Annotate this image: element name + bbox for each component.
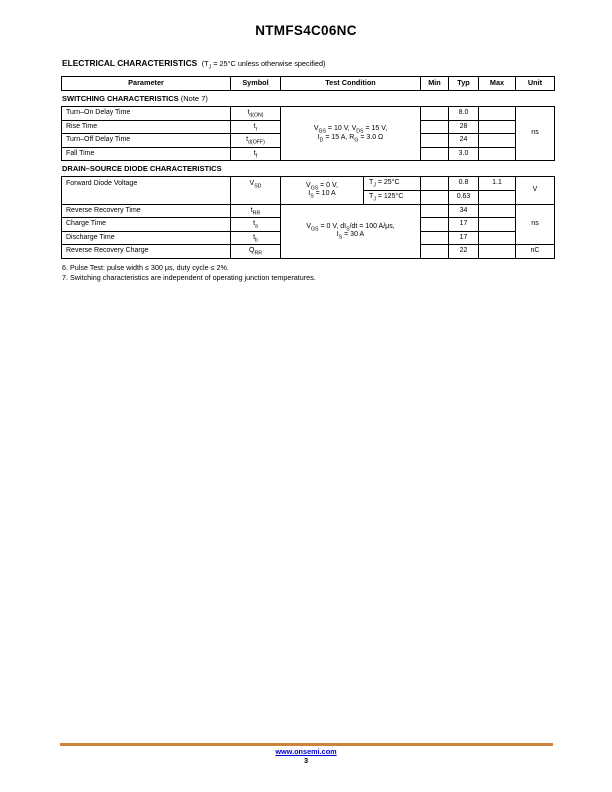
param-cell: Charge Time bbox=[62, 218, 231, 232]
col-header-unit: Unit bbox=[516, 77, 555, 91]
min-cell bbox=[421, 231, 449, 245]
characteristics-header-table bbox=[61, 76, 555, 91]
min-cell bbox=[421, 134, 449, 148]
min-cell bbox=[421, 107, 449, 121]
unit-cell: ns bbox=[516, 204, 555, 245]
min-cell bbox=[421, 245, 449, 259]
param-cell: Discharge Time bbox=[62, 231, 231, 245]
max-cell bbox=[479, 231, 516, 245]
page-content bbox=[61, 53, 554, 282]
col-header-test-condition: Test Condition bbox=[281, 77, 421, 91]
min-cell bbox=[421, 218, 449, 232]
typ-cell: 24 bbox=[449, 134, 479, 148]
typ-cell: 34 bbox=[449, 204, 479, 218]
typ-cell: 22 bbox=[449, 245, 479, 259]
diode-section-heading: DRAIN–SOURCE DIODE CHARACTERISTICS bbox=[62, 164, 222, 174]
header-row bbox=[62, 77, 555, 91]
table-row bbox=[62, 204, 555, 218]
footnote-6: 6. Pulse Test: pulse width ≤ 300 μs, duty cycle ≤ 2%. bbox=[62, 262, 229, 272]
table-row bbox=[62, 177, 555, 191]
condition-cell: $V_{GS} = 0$ V, $I_S = 10$ A bbox=[281, 177, 364, 204]
onsemi-link[interactable]: www.onsemi.com bbox=[275, 747, 337, 756]
min-cell bbox=[421, 120, 449, 134]
symbol-cell: $t_b$ bbox=[231, 231, 281, 245]
symbol-cell: $t_{d(OFF)}$ bbox=[231, 134, 281, 148]
switching-section-heading bbox=[62, 94, 554, 103]
min-cell bbox=[421, 177, 449, 191]
unit-cell: nC bbox=[516, 245, 555, 259]
max-cell bbox=[479, 147, 516, 161]
footer-rule bbox=[60, 743, 553, 746]
param-cell: Fall Time bbox=[62, 147, 231, 161]
heading-condition-text: ($T_J = 25^\circ C$ unless otherwise specified) bbox=[201, 59, 326, 71]
max-cell bbox=[479, 204, 516, 218]
param-cell: Turn–Off Delay Time bbox=[62, 134, 231, 148]
switching-heading-text: SWITCHING CHARACTERISTICS bbox=[62, 94, 179, 103]
typ-cell: 8.0 bbox=[449, 107, 479, 121]
typ-cell: 17 bbox=[449, 218, 479, 232]
condition-cell: $V_{GS} = 10$ V, $V_{DS} = 15$ V, $I_D = 15$ A, $R_G = 3.0$ Ω bbox=[281, 107, 421, 161]
min-cell bbox=[421, 204, 449, 218]
col-header-min: Min bbox=[421, 77, 449, 91]
tj-cell: $T_J = 25^\circ C$ bbox=[364, 177, 421, 191]
unit-cell: V bbox=[516, 177, 555, 204]
footer-link-container bbox=[0, 747, 612, 756]
param-cell: Reverse Recovery Time bbox=[62, 204, 231, 218]
max-cell bbox=[479, 218, 516, 232]
page-title: NTMFS4C06NC bbox=[255, 23, 357, 38]
max-cell bbox=[479, 134, 516, 148]
typ-cell: 0.8 bbox=[449, 177, 479, 191]
symbol-cell: $t_{RR}$ bbox=[231, 204, 281, 218]
typ-cell: 28 bbox=[449, 120, 479, 134]
symbol-cell: $t_r$ bbox=[231, 120, 281, 134]
electrical-characteristics-heading bbox=[62, 53, 554, 71]
min-cell bbox=[421, 147, 449, 161]
page-number: 3 bbox=[303, 756, 309, 765]
param-cell: Rise Time bbox=[62, 120, 231, 134]
unit-cell: ns bbox=[516, 107, 555, 161]
col-header-typ: Typ bbox=[449, 77, 479, 91]
min-cell bbox=[421, 190, 449, 204]
max-cell bbox=[479, 120, 516, 134]
symbol-cell: $t_{d(ON)}$ bbox=[231, 107, 281, 121]
switching-heading-note: (Note 7) bbox=[180, 94, 208, 103]
param-cell: Forward Diode Voltage bbox=[62, 177, 231, 204]
switching-table bbox=[61, 106, 555, 161]
table-row bbox=[62, 107, 555, 121]
symbol-cell: $t_a$ bbox=[231, 218, 281, 232]
typ-cell: 17 bbox=[449, 231, 479, 245]
condition-cell: $V_{GS} = 0$ V, $dI_S/dt = 100$ A/μs, $I_S = 30$ A bbox=[281, 204, 421, 258]
typ-cell: 3.0 bbox=[449, 147, 479, 161]
max-cell bbox=[479, 245, 516, 259]
col-header-parameter: Parameter bbox=[62, 77, 231, 91]
symbol-cell: $Q_{RR}$ bbox=[231, 245, 281, 259]
typ-cell: 0.63 bbox=[449, 190, 479, 204]
param-cell: Turn–On Delay Time bbox=[62, 107, 231, 121]
col-header-max: Max bbox=[479, 77, 516, 91]
tj-cell: $T_J = 125^\circ C$ bbox=[364, 190, 421, 204]
symbol-cell: $V_{SD}$ bbox=[231, 177, 281, 204]
col-header-symbol: Symbol bbox=[231, 77, 281, 91]
footnote-7: 7. Switching characteristics are independent of operating junction temperatures. bbox=[62, 272, 316, 282]
max-cell bbox=[479, 107, 516, 121]
diode-table bbox=[61, 176, 555, 259]
param-cell: Reverse Recovery Charge bbox=[62, 245, 231, 259]
heading-bold-text: ELECTRICAL CHARACTERISTICS bbox=[62, 58, 198, 68]
max-cell bbox=[479, 190, 516, 204]
max-cell: 1.1 bbox=[479, 177, 516, 191]
footnotes bbox=[62, 263, 554, 282]
symbol-cell: $t_f$ bbox=[231, 147, 281, 161]
